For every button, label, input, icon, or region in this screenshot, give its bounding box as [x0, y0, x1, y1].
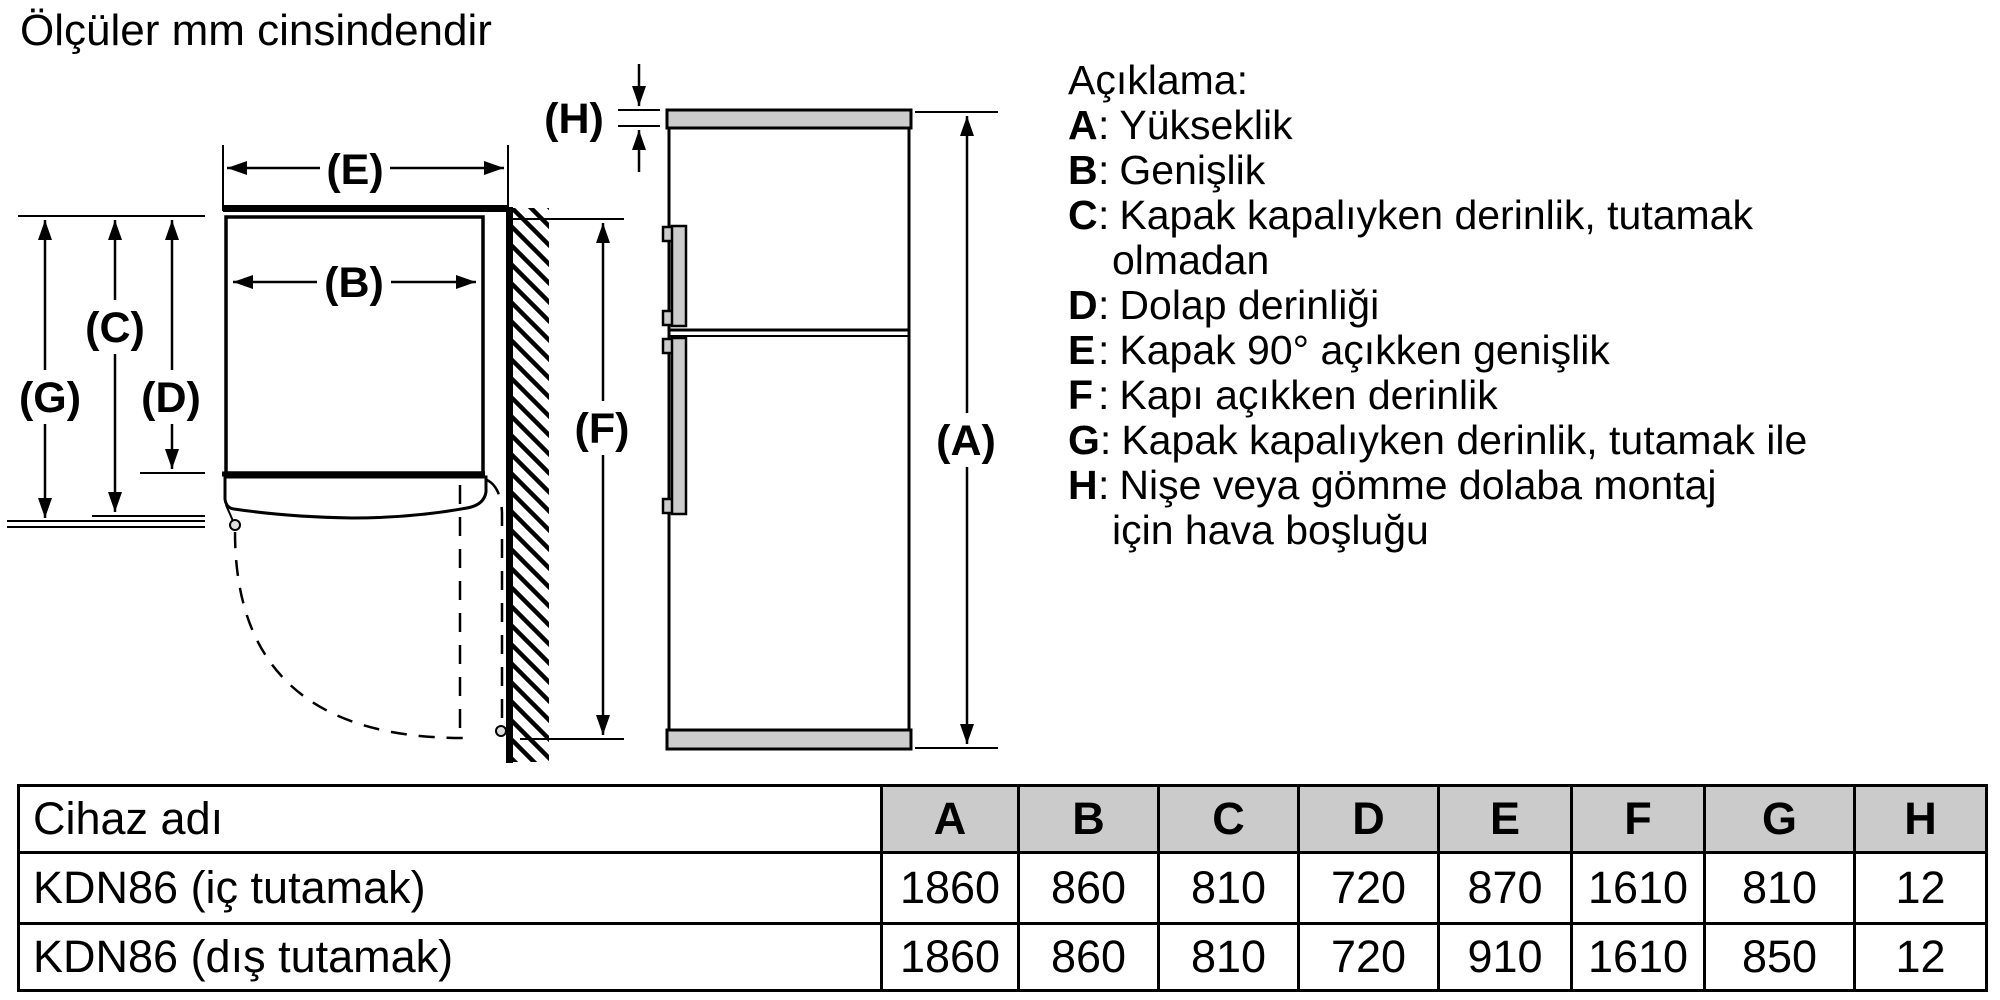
dim-a	[915, 112, 1005, 748]
value-cell: 850	[1705, 924, 1855, 991]
legend	[1068, 58, 1807, 553]
table-row	[19, 853, 1987, 924]
legend-item-h: H: Nişe veya gömme dolaba montaj için hava boşluğu	[1068, 462, 1717, 553]
value-cell: 1610	[1572, 853, 1705, 924]
table-header-row	[19, 786, 1987, 853]
value-cell: 12	[1855, 853, 1987, 924]
value-cell: 810	[1705, 853, 1855, 924]
dim-label-h: (H)	[544, 95, 604, 143]
dim-g	[12, 220, 88, 518]
dim-label-c: (C)	[85, 304, 145, 352]
legend-item-f: F : Kapı açıkken derinlik	[1068, 372, 1498, 418]
dim-c	[78, 220, 154, 512]
col-header-d: D	[1299, 786, 1439, 853]
door-hinge-point	[230, 520, 240, 530]
value-cell: 720	[1299, 924, 1439, 991]
door-swing-arc	[235, 532, 463, 738]
value-cell: 720	[1299, 853, 1439, 924]
dim-label-g: (G)	[18, 374, 82, 422]
top-view	[222, 141, 549, 763]
value-cell: 860	[1019, 924, 1159, 991]
table-row	[19, 924, 1987, 991]
door-open-outline-wall-side	[487, 480, 502, 723]
value-cell: 1860	[882, 853, 1019, 924]
legend-item-e: E: Kapak 90° açıkken genişlik	[1068, 327, 1610, 373]
dim-label-a: (A)	[936, 417, 996, 465]
col-header-e: E	[1439, 786, 1572, 853]
legend-title: Açıklama:	[1068, 57, 1248, 103]
col-header-g: G	[1705, 786, 1855, 853]
dimensions-table	[17, 784, 1988, 992]
legend-item-b: B: Genişlik	[1068, 147, 1266, 193]
upper-door-handle	[663, 226, 686, 326]
col-header-a: A	[882, 786, 1019, 853]
value-cell: 1610	[1572, 924, 1705, 991]
page-title: Ölçüler mm cinsindendir	[20, 6, 492, 55]
dim-e	[223, 141, 508, 211]
wall-hatching	[513, 208, 549, 762]
top-air-gap-bar	[667, 110, 911, 128]
device-name: KDN86 (iç tutamak)	[19, 853, 882, 924]
wall	[506, 207, 513, 763]
legend-item-a: A: Yükseklik	[1068, 102, 1293, 148]
lower-door-handle	[663, 338, 686, 514]
value-cell: 810	[1159, 924, 1299, 991]
door-open-90	[223, 205, 509, 212]
col-header-b: B	[1019, 786, 1159, 853]
fridge-body	[669, 128, 909, 749]
dim-label-e: (E)	[326, 146, 384, 194]
value-cell: 12	[1855, 924, 1987, 991]
col-header-f: F	[1572, 786, 1705, 853]
value-cell: 810	[1159, 853, 1299, 924]
legend-item-g: G: Kapak kapalıyken derinlik, tutamak ile	[1068, 417, 1808, 463]
legend-item-d: D: Dolap derinliği	[1068, 282, 1380, 328]
value-cell: 910	[1439, 924, 1572, 991]
col-header-h: H	[1855, 786, 1987, 853]
depth-dimensions	[7, 216, 210, 527]
dim-h	[544, 64, 660, 172]
device-name: KDN86 (dış tutamak)	[19, 924, 882, 991]
fridge-base	[667, 730, 911, 749]
legend-item-c: C: Kapak kapalıyken derinlik, tutamak olmadan	[1068, 192, 1753, 283]
value-cell: 870	[1439, 853, 1572, 924]
dim-label-d: (D)	[141, 374, 201, 422]
value-cell: 860	[1019, 853, 1159, 924]
dim-label-b: (B)	[324, 259, 384, 307]
col-header-c: C	[1159, 786, 1299, 853]
door-corner-point	[496, 726, 506, 736]
col-header-device: Cihaz adı	[19, 786, 882, 853]
door-closed	[225, 477, 486, 518]
dim-label-f: (F)	[574, 405, 630, 453]
value-cell: 1860	[882, 924, 1019, 991]
side-view	[663, 110, 911, 749]
